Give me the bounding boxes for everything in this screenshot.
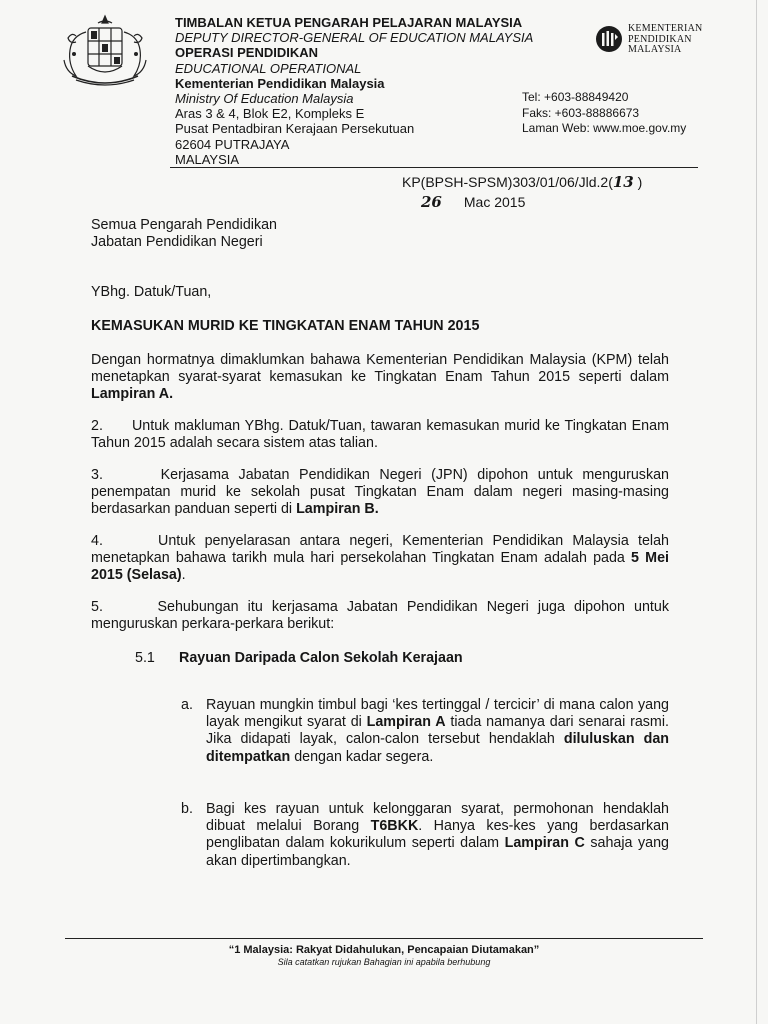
section-title: Rayuan Daripada Calon Sekolah Kerajaan [179,650,463,666]
paragraph-2: 2. Untuk makluman YBhg. Datuk/Tuan, tawaran kemasukan murid ke Tingkatan Enam Tahun 2015 adalah secara sistem atas talian. [91,418,673,452]
footer [0,944,768,968]
recipient-line-2: Jabatan Pendidikan Negeri [91,234,263,251]
scan-edge [756,0,757,1024]
paragraph-1-bold: Lampiran A. [91,386,174,403]
item-b-text-3: sahaja yang akan dipertimbangkan. [206,835,670,869]
item-a-text-2: tiada namanya dari senarai rasmi. Jika didapati layak, calon-calon tersebut hendaklah [206,714,669,748]
item-b-bold-2: Lampiran C [504,835,585,852]
paragraph-1 [91,352,669,404]
reference-prefix: KP(BPSH-SPSM)303/01/06/Jld.2( [402,174,613,190]
paragraph-1-text: Dengan hormatnya dimaklumkan bahawa Kementerian Pendidikan Malaysia (KPM) telah menetapkan syarat-syarat kemasukan ke Tingkatan Enam Tahun 2015 seperti dalam [91,352,669,386]
paragraph-5: 5. Sehubungan itu kerjasama Jabatan Pendidikan Negeri juga dipohon untuk menguruskan perkara-perkara berikut: [91,599,673,633]
item-a-bold-1: Lampiran A [366,714,446,731]
item-b-text-2: . Hanya kes-kes yang berdasarkan penglibatan dalam kokurikulum seperti dalam [206,818,669,852]
reference-block [402,172,642,212]
address-line-4: MALAYSIA [175,151,240,167]
paragraph-4 [91,533,673,585]
address-line-2: Pusat Pentadbiran Kerajaan Persekutuan [175,121,415,137]
item-a-text-1: Rayuan mungkin timbul bagi ‘kes tertinggal / tercicir’ di mana calon yang layak mengikut syarat di [206,697,669,731]
footer-divider [65,938,703,939]
fax: Faks: +603-88886673 [522,105,640,120]
paragraph-3-bold: Lampiran B. [296,501,379,518]
address-line-1: Aras 3 & 4, Blok E2, Kompleks E [175,106,365,122]
contact-block [522,90,686,137]
item-b-label: b. [181,801,193,817]
paragraph-4-end: . [181,567,186,584]
paragraph-4-bold: 5 Mei 2015 (Selasa) [91,550,673,584]
kpm-logo-text [628,24,702,56]
item-a [206,697,669,766]
item-b-text-1: Bagi kes rayuan untuk kelonggaran syarat, permohonan hendaklah dibuat melalui Borang [206,801,669,835]
website: Laman Web: www.moe.gov.my [522,121,687,135]
paragraph-3-text: 3. Kerjasama Jabatan Pendidikan Negeri (JPN) dipohon untuk menguruskan penempatan murid ke sekolah pusat Tingkatan Enam dalam negeri masing-masing berdasarkan panduan seperti di [91,467,673,518]
letter-date [402,192,642,212]
letterhead [175,15,533,167]
reference-handwritten: 13 [612,173,634,191]
letterhead-ministry-en: Ministry Of Education Malaysia [175,91,354,107]
section-number: 5.1 [135,650,155,666]
kpm-logo-line-3: MALAYSIA [628,44,682,55]
item-a-text-3: dengan kadar segera. [290,748,434,765]
recipient-line-1: Semua Pengarah Pendidikan [91,217,277,233]
telephone: Tel: +603-88849420 [522,90,629,104]
letterhead-title-en: DEPUTY DIRECTOR-GENERAL OF EDUCATION MALAYSIA [175,30,534,46]
kpm-logo-icon [594,24,624,54]
item-b [206,801,669,870]
letterhead-ministry: Kementerian Pendidikan Malaysia [175,75,385,91]
item-b-bold-1: T6BKK [370,818,419,835]
footer-note: Sila catatkan rujukan Bahagian ini apabila berhubung [277,957,491,967]
reference-number [402,172,642,192]
date-day-handwritten: 26 [421,193,442,211]
header-divider [170,167,698,168]
letterhead-division-en: EDUCATIONAL OPERATIONAL [175,60,362,76]
date-month-year: Mac 2015 [463,194,526,210]
paragraph-4-text: 4. Untuk penyelarasan antara negeri, Kementerian Pendidikan Malaysia telah menetapkan bahawa tarikh mula hari persekolahan Tingkatan Enam adalah pada [91,533,673,567]
paragraph-3 [91,467,673,519]
recipient [91,217,669,251]
reference-suffix: ) [633,174,643,190]
section-heading [91,650,669,667]
salutation: YBhg. Datuk/Tuan, [91,284,212,300]
item-a-label: a. [181,697,193,713]
address-line-3: 62604 PUTRAJAYA [175,136,290,152]
letterhead-division: OPERASI PENDIDIKAN [175,45,319,61]
kpm-logo-line-2: PENDIDIKAN [628,33,692,45]
malaysia-coat-of-arms-icon [58,14,152,90]
letterhead-title: TIMBALAN KETUA PENGARAH PELAJARAN MALAYSIA [175,15,523,30]
footer-motto: “1 Malaysia: Rakyat Didahulukan, Pencapaian Diutamakan” [228,944,540,956]
subject: KEMASUKAN MURID KE TINGKATAN ENAM TAHUN 2015 [91,318,480,334]
item-a-bold-2: diluluskan dan ditempatkan [206,731,670,765]
kpm-logo-line-1: KEMENTERIAN [628,23,703,34]
